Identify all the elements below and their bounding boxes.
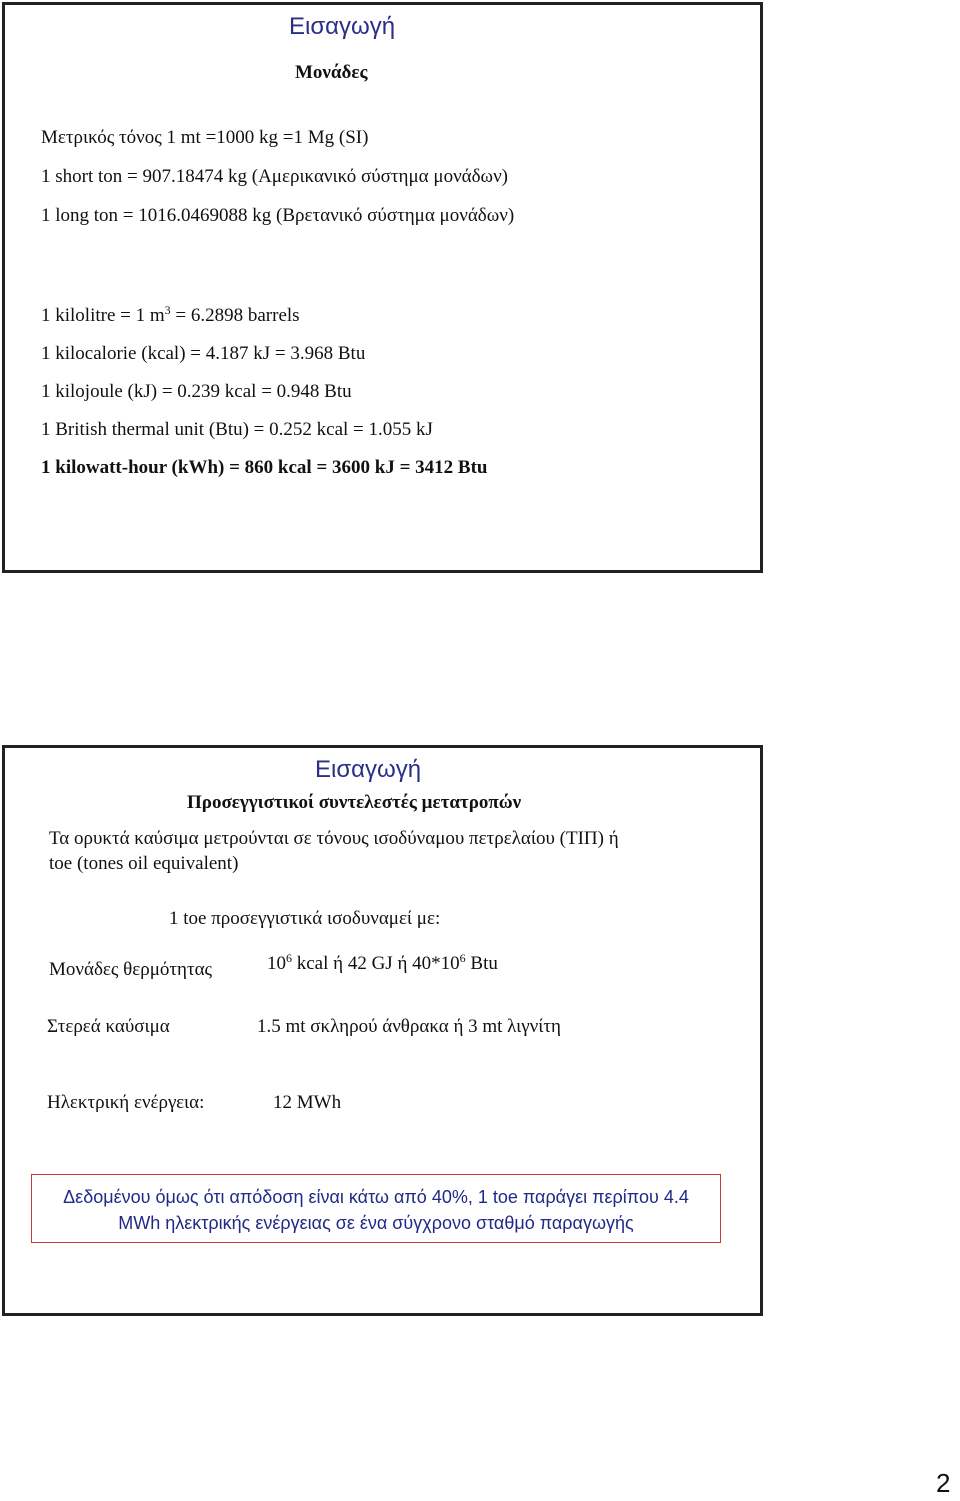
kilocalorie-line: 1 kilocalorie (kcal) = 4.187 kJ = 3.968 Btu [41,343,366,364]
heat-value-unit: Btu [465,953,498,974]
intro-line-2: toe (tones oil equivalent) [49,853,239,874]
metric-ton-line: Μετρικός τόνος 1 mt =1000 kg =1 Mg (SI) [41,127,369,148]
long-ton-line: 1 long ton = 1016.0469088 kg (Βρετανικό σύστημα μονάδων) [41,205,515,226]
solid-fuels-value: 1.5 mt σκληρού άνθρακα ή 3 mt λιγνίτη [257,1016,561,1037]
kilolitre-line [41,305,300,327]
heat-value-exponent-2: 6 [459,951,466,965]
kwh-line: 1 kilowatt-hour (kWh) = 860 kcal = 3600 kJ = 3412 Btu [41,457,488,478]
slide-title: Εισαγωγή [289,13,396,40]
slide-title: Εισαγωγή [315,756,422,783]
slide-subtitle: Μονάδες [295,62,368,83]
kilolitre-exponent: 3 [164,303,171,317]
slide-subtitle: Προσεγγιστικοί συντελεστές μετατροπών [187,792,522,813]
heat-value-base: 10 [267,953,286,974]
kilojoule-line: 1 kilojoule (kJ) = 0.239 kcal = 0.948 Btu [41,381,352,402]
electric-energy-value: 12 MWh [273,1092,342,1113]
note-line-2: MWh ηλεκτρικής ενέργειας σε ένα σύγχρονο σταθμό παραγωγής [118,1213,634,1233]
electric-energy-label: Ηλεκτρική ενέργεια: [47,1092,205,1113]
slide-units [2,2,763,573]
btu-line: 1 British thermal unit (Btu) = 0.252 kcal = 1.055 kJ [41,419,433,440]
heat-value-exponent-1: 6 [286,951,292,965]
heat-units-label: Μονάδες θερμότητας [49,959,213,980]
equivalence-header: 1 toe προσεγγιστικά ισοδυναμεί με: [169,908,441,929]
note-line-1: Δεδομένου όμως ότι απόδοση είναι κάτω από 40%, 1 toe παράγει περίπου 4.4 [63,1187,689,1207]
short-ton-line: 1 short ton = 907.18474 kg (Αμερικανικό σύστημα μονάδων) [41,166,508,187]
efficiency-note-box [31,1174,721,1243]
kilolitre-suffix: = 6.2898 barrels [170,305,300,326]
heat-units-value [267,953,498,975]
intro-line-1: Τα ορυκτά καύσιμα μετρούνται σε τόνους ισοδύναμου πετρελαίου (ΤΙΠ) ή [49,828,619,849]
page-number: 2 [936,1468,951,1498]
solid-fuels-label: Στερεά καύσιμα [47,1016,170,1037]
kilolitre-prefix: 1 kilolitre = 1 m [41,305,165,326]
slide-conversion-factors [2,745,763,1316]
heat-value-middle: kcal ή 42 GJ ή 40*10 [292,953,460,974]
